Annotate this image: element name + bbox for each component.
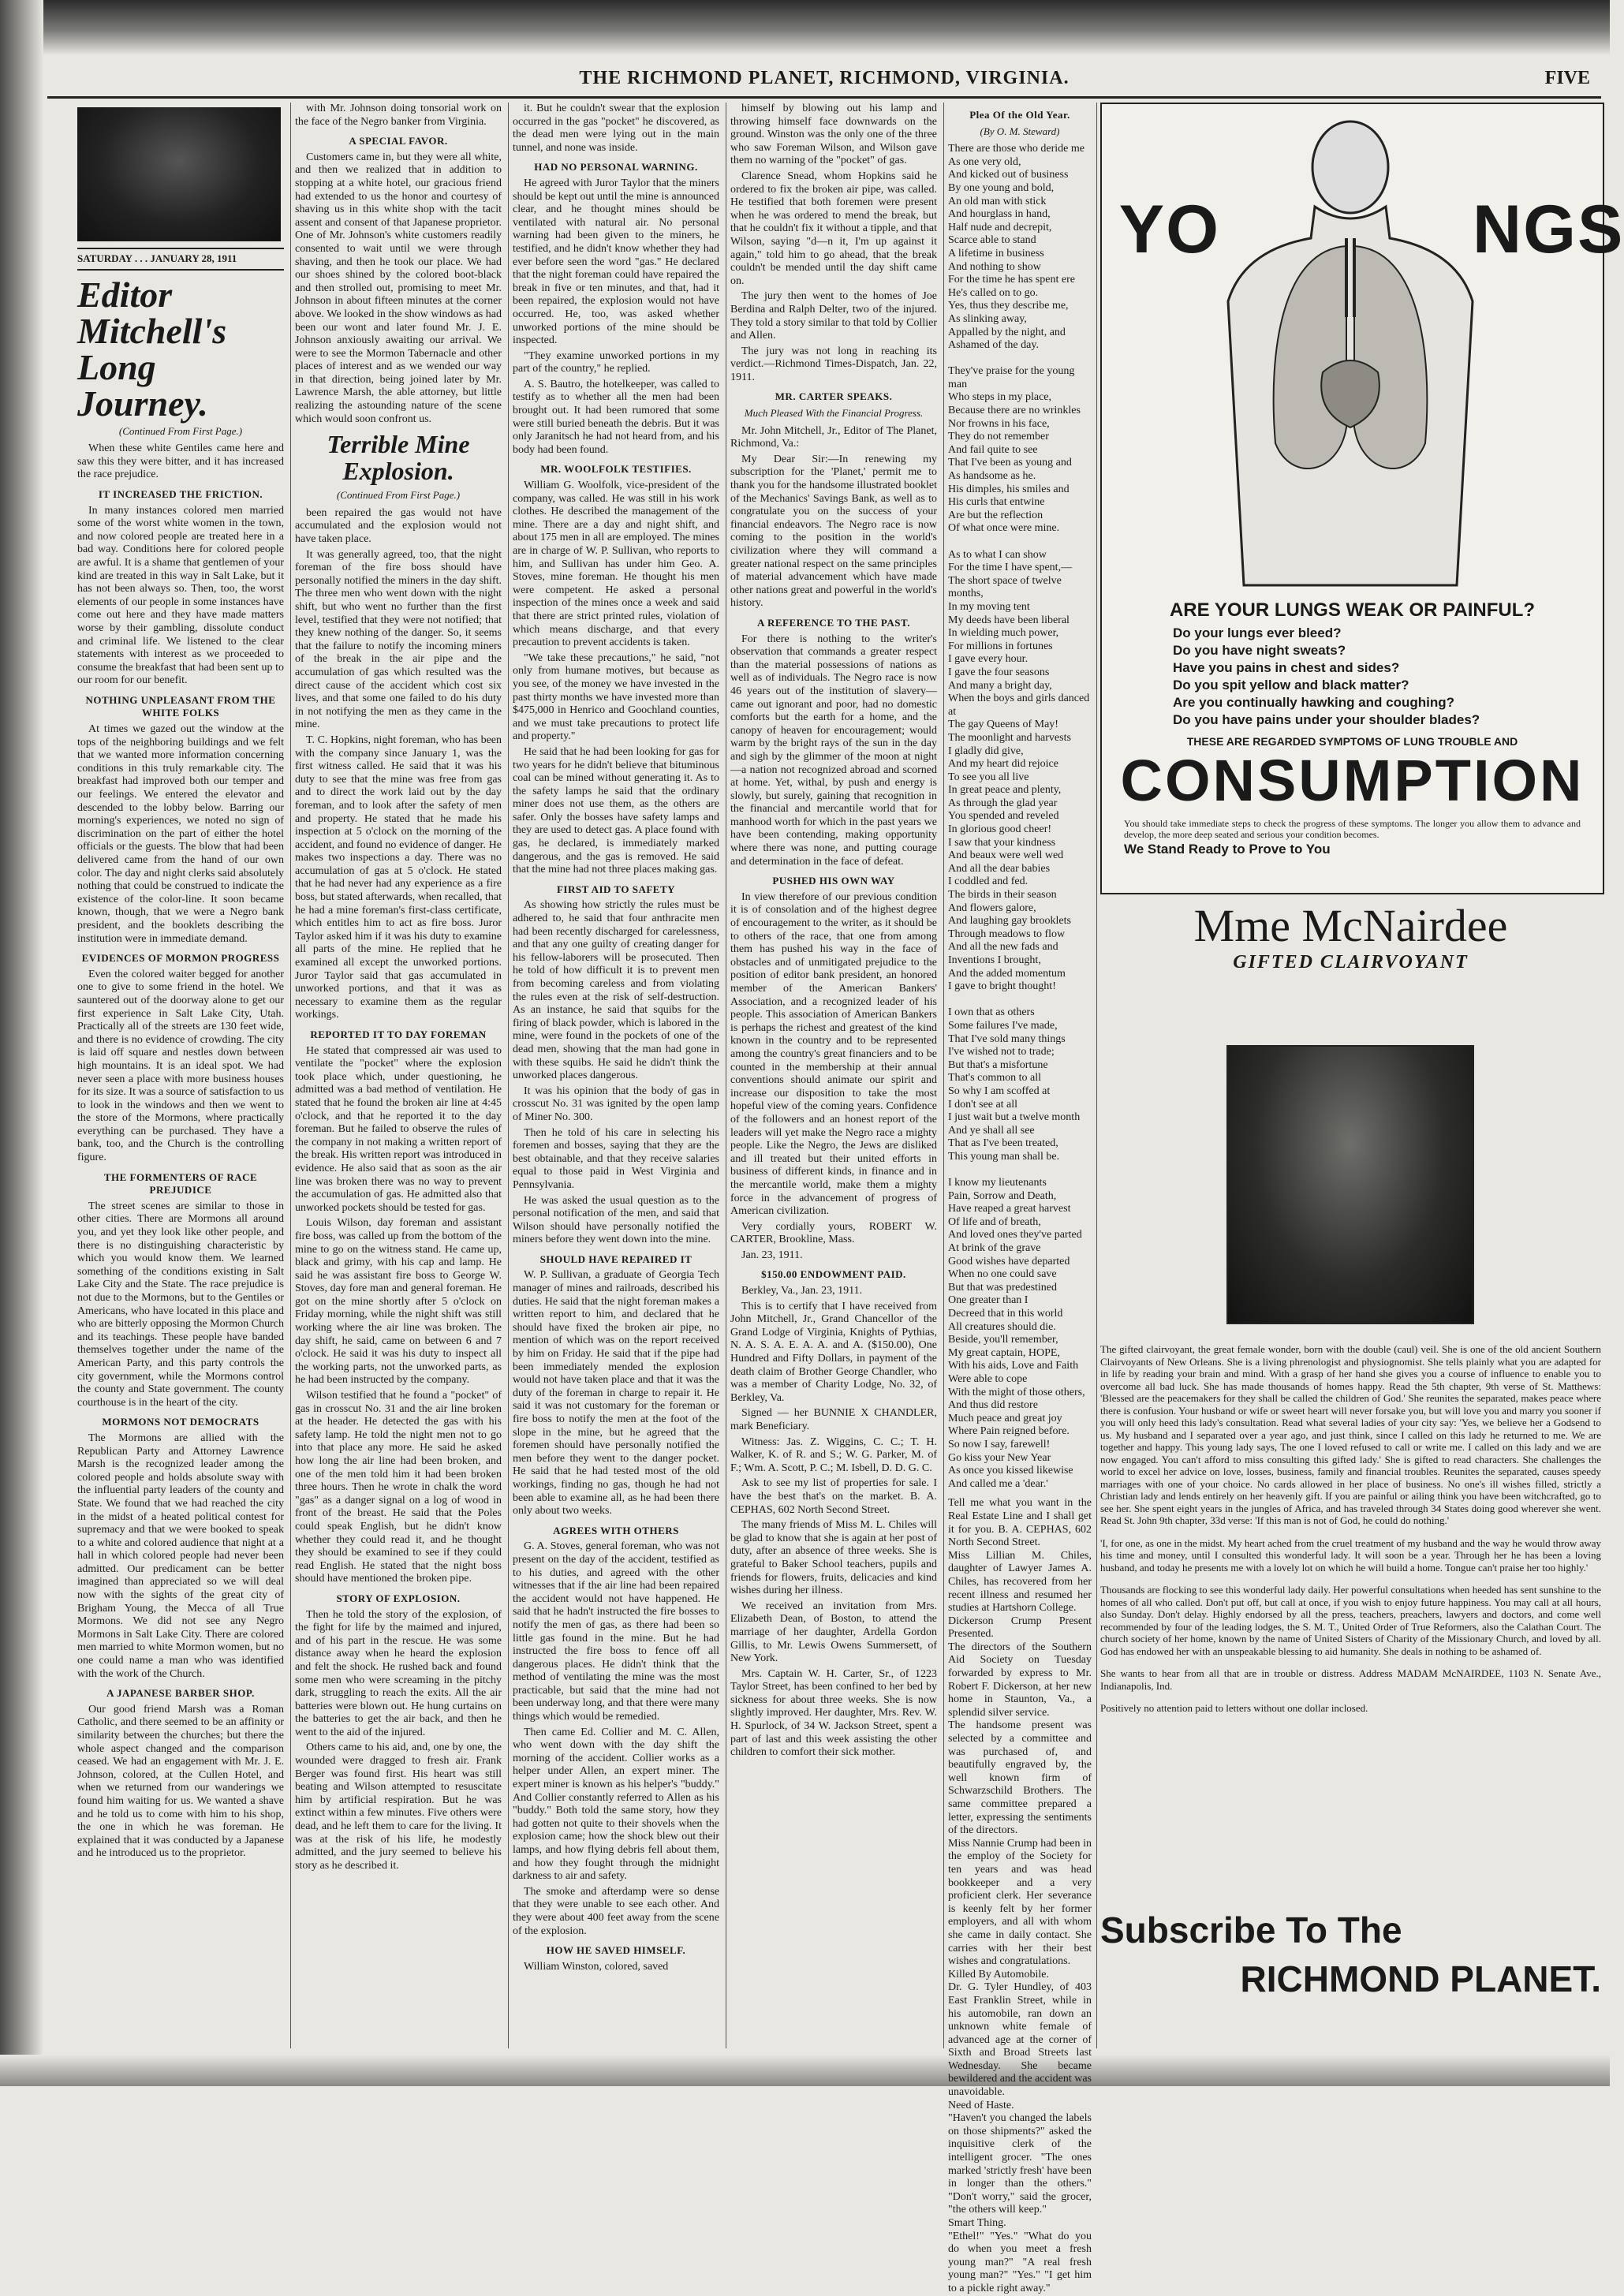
poem-line: I own that as others [948,1006,1035,1019]
poem-line: For the time he has spent ere [948,274,1075,286]
article-body [730,425,937,1263]
paragraph: He said that he had been looking for gas for two years for he didn't believe that bituminous coal can be mined without generating it. As to the safety lamps he said that the ordinary miner does not use them, as the others are safer. Only the bosses have safety lamps and they are used to detect gas. A place found with gas, he declared, is immediately marked dangerous, and the gas is removed. He said that the mine had not three places making gas. [513,745,719,876]
poem-author: (By O. M. Steward) [980,125,1060,137]
poem-line: But that was predestined [948,1281,1058,1294]
poem-line: At brink of the grave [948,1242,1041,1255]
column-rule [290,103,291,2048]
paragraph: Smart Thing. [948,2217,1006,2229]
symptom-item: Have you pains in chest and sides? [1173,660,1400,675]
poem-line: I gladly did give, [948,745,1024,757]
poem-line: The birds in their season [948,889,1057,902]
poem-line: That I've sold many things [948,1032,1066,1045]
poem-line: That as I've been treated, [948,1137,1058,1150]
poem-line: As one very old, [948,155,1021,168]
subheading: IT INCREASED THE FRICTION. [98,487,263,500]
poem-line: By one young and bold, [948,181,1055,194]
paragraph: Mrs. Captain W. H. Carter, Sr., of 1223 Taylor Street, has been confined to her bed by sickness for about three weeks. She is now slightly improved. Her daughter, Mrs. Rev. W. H. Spurlock, of 34 W. Jackson Street, spent a part of last and this week assisting the other children to comfort their sick mother. [730,1667,937,1759]
poem-line: Appalled by the night, and [948,326,1066,338]
paragraph: Witness: Jas. Z. Wiggins, C. C.; T. H. Walker, K. of R. and S.; W. G. Parker, M. of F.; Wm. A. Scott, P. C.; M. Isbell, D. D. G. C. [730,1435,937,1474]
poem-line: My great captain, HOPE, [948,1346,1060,1359]
poem-line: As once you kissed likewise [948,1465,1073,1477]
poem-line: Ashamed of the day. [948,339,1039,352]
column-rule [508,103,509,2048]
poem-line: This young man shall be. [948,1150,1060,1163]
paragraph: The jury was not long in reaching its verdict.—Richmond Times-Dispatch, Jan. 22, 1911. [730,345,937,383]
poem-line [948,353,1092,366]
poem-line: Beside, you'll remember, [948,1334,1058,1346]
poem-line: They've praise for the young man [948,365,1075,390]
lung-germine-ad [1100,103,1624,894]
paragraph: Tell me what you want in the Real Estate Line and I shall get it for you. B. A. CEPHAS, 602 North Second Street. [948,1497,1092,1549]
paragraph: Positively no attention paid to letters without one dollar inclosed. [1100,1702,1368,1714]
paragraph: Louis Wilson, day foreman and assistant fire boss, was called up from the bottom of the mine to go on the witness stand. He came up, black and grimy, with his cap and lamp. He said he was assistant fire boss to George W. Stoves, day fore man and general foreman. He got on the mine shortly after 5 o'clock on Friday morning, while the night shift was still working where the air line was broken. The day shift, he said, came on between 6 and 7 o'clock. He said it was his duty to inspect all the working parts, not the unworked parts, as he had been instructed by the company. [295,1217,502,1387]
symptoms-note: THESE ARE REGARDED SYMPTOMS OF LUNG TROUBLE AND [1186,735,1518,748]
subheading: REPORTED IT TO DAY FOREMAN [310,1029,487,1040]
poem-line: An old man with stick [948,195,1047,207]
paragraph: Miss Nannie Crump had been in the employ of the Society for ten years and was head bookkeeper and a very proficient clerk. Her severance is keenly felt by her former employers, and all with whom she came in daily contact. She carries with her their best wishes and congratulations. [948,1837,1092,1968]
poem-line: And the added momentum [948,967,1066,980]
column-2 [295,103,502,2048]
poem-line: The moonlight and harvests [948,731,1071,744]
subscribe-line-1: Subscribe To The [1100,1910,1402,1951]
mme-mcnairdee-ad [1100,899,1601,1723]
paragraph: The directors of the Southern Aid Society on Tuesday forwarded by express to Mr. Robert F. Dickerson, at her new home in Staunton, Va., a splendid silver service. [948,1641,1092,1719]
paragraph: It was generally agreed, too, that the night foreman of the fire boss should have personally notified the miners in the day shift. The three men who went down with the night shift, but who went no further than the first level, testified that they were not notified; that they knew nothing of the danger. So, it seems that the failure to notify the incoming miners of the break in the air pipe and the accumulation of gas which resulted was the direct cause of the accident which cost six lives, and that some one failed to do his duty in not notifying the men as they came in the mine. [295,548,502,731]
paragraph: Ask to see my list of properties for sale. I have the best that's on the market. B. A. CEPHAS, 602 North Second Street. [730,1477,937,1516]
poem-line: And called me a 'dear.' [948,1477,1048,1490]
poem-line: His dimples, his smiles and [948,483,1070,495]
poem-line: I gave the four seasons [948,666,1050,678]
continued-note: (Continued From First Page.) [118,424,243,437]
headline-your: YO [1118,192,1220,267]
poem-line: In glorious good cheer! [948,823,1052,836]
poem-line: Because there are no wrinkles [948,405,1081,417]
poem-line: I saw that your kindness [948,836,1056,849]
subheading: NOTHING UNPLEASANT FROM THE WHITE FOLKS [85,693,276,719]
lungs-question: ARE YOUR LUNGS WEAK OR PAINFUL? [1169,599,1536,621]
poem-line: One greater than I [948,1294,1029,1307]
paragraph: "We take these precautions," he said, "not only from humane motives, but because as you see, of the money we have invested in the past thirty months we have invested more than $475,000 in Henrico and Goochland counties, and we must take precautions to protect life and property." [513,651,719,743]
paragraph: William G. Woolfolk, vice-president of the company, was called. He was still in his work clothes. He described the management of the mine. There are a day and night shift, and about 175 men in all are employed. The mines are in charge of W. P. Sullivan, who reports to him, and Sullivan has under him Geo. A. Stoves, mine foreman. He thought his men were competent. He asked a personal inspection of the mines once a week and said that there are strict printed rules, violation of which means discharge, and that every precaution to prevent accidents is taken. [513,480,719,649]
paragraph: Clarence Snead, whom Hopkins said he ordered to fix the broken air pipe, was called. He testified that both foremen were present when he was ordered to mend the break, but that he couldn't fix it without a tipple, and that Wilson, saying "d—n it, I'm up against it again," told him to go ahead, that the break couldn't be mended until the day shift came on. [730,170,937,287]
poem-line: When the boys and girls danced at [948,693,1090,718]
subheading: A JAPANESE BARBER SHOP. [106,1687,255,1700]
poem-line: I know my lieutenants [948,1177,1047,1189]
poem-line: As through the glad year [948,797,1058,809]
subheading: MORMONS NOT DEMOCRATS [102,1416,259,1428]
poem-line: Through meadows to flow [948,928,1066,940]
lungs-intro: You should take immediate steps to check the progress of these symptoms. The longer you allow them to advance and develop, the more deep seated and serious your condition becomes. [1124,818,1581,840]
symptom-item: Do you spit yellow and black matter? [1173,678,1409,693]
paragraph: Even the colored waiter begged for another one to give to some friend in the hotel. We sauntered out of the doorway alone to get our first experience in Salt Lake City, Utah. Practically all of the streets are 130 feet wide, and there is no evidence of crowding. The city is laid off square and nestles down between high mountains. It is an ideal spot. We had never seen a place with more business houses for its size. It was a source of satisfaction to us to look in the windows and then we went to the store of the Mormons, where practically everything can be purchased. They have a bank, too, and the Church is the controlling figure. [77,968,284,1164]
poem-line: And thus did restore [948,1399,1038,1412]
masthead-title: THE RICHMOND PLANET, RICHMOND, VIRGINIA. [579,68,1070,88]
poem-line: They do not remember [948,431,1049,443]
paragraph: Customers came in, but they were all white, and then we realized that in addition to stopping at a white hotel, our gracious friend had extended to us the honor and courtesy of shaving us in this white shop with the tacit assent and consent of that Japanese proprietor. One of Mr. Johnson's white customers readily consented to wait until we were through shaving, and then he took our place. We had our shoes shined by the colored boot-black and then strolled out, promising to meet Mr. Johnson in about fifteen minutes at the corner above. We looked in the show windows as had been our wont and later found Mr. J. E. Johnson anxiously awaiting our arrival. We were to see the Mormon Tabernacle and other places of interest and as we wended our way in that direction, being joined later by Mr. Lawrence Marsh, the able attorney, but little realizing the astounding nature of the scene which would soon confront us. [295,151,502,425]
paragraph: 'I, for one, as one in the midst. My heart ached from the cruel treatment of my husband and the way he would throw away his time and money, until I consulted this wonderful lady. It will soon be a year. Through her he has been a loving husband, and today he presents me with a lovely lot on which he will build a home. Tongue can't praise her too highly.' [1100,1536,1601,1574]
poem-line: Pain, Sorrow and Death, [948,1189,1057,1202]
paragraph: been repaired the gas would not have accumulated and the explosion would not have taken place. [295,506,502,546]
paragraph: Then came Ed. Collier and M. C. Allen, who went down with the day shift the morning of the accident. Collier works as a helper under Allen, an expert miner. The expert miner is known as his helper's "buddy." And Collier constantly referred to Allen as his "buddy." Both told the same story, how they had gotten not quite to their shovels when the explosion came; how the shock blew out their lamps, and how flying debris fell about them, and how they fought through the midnight darkness to air and safety. [513,1726,719,1883]
paragraph: The smoke and afterdamp were so dense that they were unable to see each other. And they were about 400 feet away from the scene of the explosion. [513,1885,719,1937]
poem-body [948,143,1092,1491]
paragraph: In many instances colored men married some of the worst white women in the town, and now colored people are treated here in a bad way. Conditions here for colored people are awful. It is a shame that gentlemen of your kind are treated in this way in Salt Lake, but it has not been always so. Then, too, the worst elements of our people in some instances have come out here and they have made matters worse by their gambling, dissolute conduct and criminal life. We listened to the clear statements with interest as we proceeded to consume the breakfast that had been sent up to our room for our benefit. [77,504,284,687]
poem-line: For the time I have spent,— [948,562,1073,574]
paragraph: My Dear Sir:—In renewing my subscription for the 'Planet,' permit me to thank you for the handsome illustrated booklet of the Mechanics' Savings Bank, as well as to congratulate you on the success of your financial endeavors. The Negro race is now coming to the position in the world's civilization where they will command a greater national respect on the same principles of material advancement which have made other nations great and powerful in the world's history. [730,453,937,610]
paragraph: T. C. Hopkins, night foreman, who has been with the company since January 1, was the first witness called. He said that it was his duty to see that the mine was free from gas and to direct the work laid out by the day foreman, and to look after the safety of men and property. He stated that he made his inspection at 5 o'clock on the morning of the accident, and found no evidence of danger. He makes two inspections a day. There was no accumulation of gas at 5 o'clock. He stated that he had never had any experience as a fire boss, but stated afterwards, when recalled, that he had a mine foreman's first-class certificate, which entitles him to act as fire boss. Juror Taylor asked him if it was his duty to examine all parts of the mine. He replied that he examined all except the unworked portions. Juror Taylor said that gas accumulated in unworked portions, and that it was as necessary to examine them as the regular workings. [295,734,502,1021]
poem-line: I coddled and fed. [948,875,1029,888]
poem-line: Of what once were mine. [948,522,1060,535]
headline-editor-journey: Editor Mitchell's Long Journey. [77,274,227,424]
paragraph: Need of Haste. [948,2099,1014,2111]
poem-line: You spended and reveled [948,810,1059,823]
poem-line: As handsome as he. [948,470,1036,483]
article-body [513,103,719,1973]
paragraph: W. P. Sullivan, a graduate of Georgia Tech manager of mines and railroads, described his duties. He said that the night foreman makes a written report to him, and declared that he should have fixed the broken air pipe, no mention of which was on the report received by him on Friday. He said that if the pipe had been immediately mended the explosion would not have taken place and that it was the duty of the foreman in charge to repair it. He said it was not customary for the foreman or fire boss to notify the men at the foot of the slope in the mine, but he agreed that the foremen should have personally notified the men before they went to the danger pocket. He said that he had tested most of the old workings, finding no gas, though he had not been able to examine all, as he had been there only about two weeks. [513,1269,719,1518]
paragraph: "Haven't you changed the labels on those shipments?" asked the inquisitive clerk of the intelligent grocer. "The ones marked 'strictly fresh' have been in longer than the others." "Don't worry," said the grocer, "the others will keep." [948,2112,1092,2216]
paragraph: Jan. 23, 1911. [741,1249,803,1261]
paragraph: G. A. Stoves, general foreman, who was not present on the day of the accident, testified as to his duties, and agreed with the other witnesses that if the air line had been repaired the accident would not have happened. He said that he hadn't instructed the fire bosses to notify the men of gas, as there had been so little gas found in the mine. But he had instructed the fire boss to fence off all dangerous places. He didn't think that the method of ventilating the mine was the most practicable, but said that the mine had not been underway long, and that there were many things which would be remedied. [513,1540,720,1723]
consumption-headline: CONSUMPTION [1120,748,1585,813]
scan-edge-top [0,0,1610,55]
poem-line: There are those who deride me [948,143,1085,155]
paragraph: Others came to his aid, and, one by one, the wounded were dragged to fresh air. Frank Berger was found first. His heart was still beating and Wilson attempted to resuscitate him by artificial respiration. But he was extinct within a few minutes. Five others were dead, and he left them to care for the living. It was at the risk of his life, he modestly admitted, and the jury seemed to believe his story as he described it. [295,1742,502,1872]
poem-line [948,536,1092,549]
paragraph: She wants to hear from all that are in trouble or distress. Address MADAM McNAIRDEE, 1103 N. Senate Ave., Indianapolis, Ind. [1100,1667,1601,1692]
poem-line: And nothing to show [948,260,1041,273]
poem-line: In my moving tent [948,600,1030,613]
poem-line: To see you all live [948,771,1029,783]
paragraph: Signed — her BUNNIE X CHANDLER, mark Beneficiary. [730,1407,937,1432]
carter-subhead: Much Pleased With the Financial Progress. [744,407,924,420]
paragraph: with Mr. Johnson doing tonsorial work on the face of the Negro banker from Virginia. [295,103,502,128]
poem-line: All creatures should die. [948,1320,1056,1333]
poem-line: And ye shall all see [948,1124,1035,1137]
poem-line [948,994,1092,1007]
subheading: EVIDENCES OF MORMON PROGRESS [81,952,280,965]
clairvoyant-ad-body [1100,1333,1601,1725]
ad-divider [1100,893,1601,894]
poem-line: Some failures I've made, [948,1019,1058,1032]
poem-line: I don't see at all [948,1098,1018,1111]
symptom-list [1173,625,1603,729]
headline-carter-speaks: MR. CARTER SPEAKS. [775,390,893,403]
poem-line: And loved ones they've parted [948,1229,1082,1241]
paragraph: He stated that compressed air was used to ventilate the "pocket" where the explosion took place which, under questioning, he admitted was a bad method of ventilation. He stated that he found the broken air line at 4:45 o'clock, and that he reported it to the day foreman. But he failed to observe the rules of the company in not making a written report of the break. His written report was introduced in evidence. He also said that as soon as the air line was broken there was no way to prevent the accumulation of gas. He admitted also that unworked pockets should be tested for gas. [295,1044,502,1214]
poem-line: As slinking away, [948,312,1027,325]
headline-mine-explosion: Terrible Mine Explosion. [327,430,470,486]
anatomy-figure-icon [1220,112,1480,593]
paragraph: William Winston, colored, saved [524,1960,669,1973]
paragraph: "Ethel!" "Yes." "What do you do when you meet a fresh young man?" "A real fresh young man?" "Yes." "I get him to a pickle right away." [948,2230,1092,2294]
headline-lungs: NGS [1473,192,1624,267]
subheading: FIRST AID TO SAFETY [556,883,676,895]
poem-line: Much peace and great joy [948,1412,1062,1424]
editor-portrait-image [77,107,281,241]
clairvoyant-name: Mme McNairdee [1193,900,1508,951]
column-1 [77,103,284,2048]
poem-line: My deeds have been liberal [948,614,1070,626]
poem-line: That I've been as young and [948,457,1072,469]
poem-line: The short space of twelve months, [948,574,1062,600]
paragraph: Dr. G. Tyler Hundley, of 403 East Franklin Street, while in his automobile, ran down an unknown white female of advanced age at the corner of Sixth and Broad Streets last Wednesday. She became bewildered and the accident was unavoidable. [948,1981,1092,2099]
paragraph: For there is nothing to the writer's observation that commands a greater respect than the material possessions of nations as well as of individuals. The Negro race is now 46 years out of the institution of slavery—came out ignorant and poor, had no domestic comforts but the earth for a home, and the canopy of heaven for encouragement; would warm by the bright rays of the sun in the day and sigh by the glimmer of the moon at night—a nation not recognized abroad and scorned at home. Yet, withal, by push and energy is slowly, but surely, gaining that recognition in the financial and mercantile world that for manhood worth for which in the past years we have been contending, making opportunity where there was none, and putting courage and determination in the face of defeat. [730,633,937,868]
paragraph: The jury then went to the homes of Joe Berdina and Ralph Delter, two of the injured. They told a story similar to that told by Collier and Allen. [730,290,937,342]
poem-line: And fail quite to see [948,443,1038,456]
subheading: STORY OF EXPLOSION. [336,1592,461,1604]
poem-line: And all the dear babies [948,862,1051,875]
poem-line: And laughing gay brooklets [948,915,1071,928]
masthead-rule [47,96,1601,99]
clairvoyant-subtitle: GIFTED CLAIRVOYANT [1233,952,1469,973]
poem-line [948,1164,1092,1178]
poem-line: Good wishes have departed [948,1255,1070,1267]
poem-line: I gave every hour. [948,653,1029,666]
symptom-item: Do you have night sweats? [1173,643,1346,658]
subheading: AGREES WITH OTHERS [553,1524,679,1536]
poem-line: A lifetime in business [948,247,1044,259]
poem-line: And flowers galore, [948,902,1036,914]
poem-line: And hourglass in hand, [948,208,1051,221]
paragraph: Wilson testified that he found a "pocket" of gas in crosscut No. 31 and the air line broken at the header. He detected the gas with his safety lamp. He told the night men not to go into that place any more. He said he asked how long the air line had been broken, and one of the men told him it had been broken three hours. Then he wrote in chalk the word "gas" as a danger signal on a log of wood in front of the breast. He said that the Poles could speak English, but he didn't know whether they could read it, and he thought they should be examined to see if they could read English. He stated that the night boss should have mentioned the broken pipe. [295,1390,502,1585]
clairvoyant-portrait-image [1226,1045,1474,1324]
poem-line: The gay Queens of May! [948,719,1058,731]
poem-line: And kicked out of business [948,169,1069,181]
poem-line: So now I say, farewell! [948,1438,1051,1450]
paragraph: This is to certify that I have received from John Mitchell, Jr., Grand Chancellor of the Grand Lodge of Virginia, Knights of Pythias, N. A. S. A. E. A. A. and A. ($150.00), One Hundred and Fifty Dollars, in payment of the death claim of Brother George Chandler, who was a member of Charity Lodge, No. 32, of Berkley, Va. [730,1300,937,1404]
poem-line: And my heart did rejoice [948,758,1058,771]
poem-line: I've wished not to trade; [948,1046,1055,1058]
subheading: PUSHED HIS OWN WAY [772,875,895,887]
poem-line: With the might of those others, [948,1386,1085,1398]
paragraph: He agreed with Juror Taylor that the miners should be kept out until the mine is announced clear, and he thought mines should be ventilated with natural air. No personal warning had been given to the miners, he testified, and he didn't know whether they had ever before seen the word "gas." He declared that the night foreman could have repaired the break in five or ten minutes, and that, had it been repaired, the explosion would not have occurred. He, too, was asked whether unworked portions of the mine should be inspected. [513,177,719,347]
paragraph: The gifted clairvoyant, the great female wonder, born with the double (caul) veil. She is one of the old ancient Southern Clairvoyants of New Orleans. She is a living phrenologist and physiognomist. She tells plainly what you are adapted for in life by reading your brain and mind. With a grasp of her hand she gives you a course of influence to enable you to overcome all bad luck. She has made thousands of homes happy. Read the 5th chapter, 9th verse of St. Matthews: 'Blessed are the peacemakers for they shall be called the children of God.' She reunites the separated, makes peace where there is confusion. Your husband or wife or sweet heart will never forsake you, but will love you and marry you sooner if you will only heed this lady's consultation. Read what several ladies of your city say: 'Yes, we believe her a Godsend to us. My husband and I separated over a year ago, and just think, since I called on this lady he returned to me. We are together and happy. This young lady says, The one I loved refused to call or write me. I called on this lady and we are now engaged. You can't afford to miss consulting this gifted lady.' She is gifted to read characters. She challenges the world to excel her advice on love, losses, business, family and financial troubles. Reunites the separated, causes speedy marriages with one of your choice. No cards allowed in her place of business. No one's ill wishes filled, strictly a Christian lady and lends entirely on her heavenly gift. If you are painful or ailing think you have been witchcrafted, go to see her. She spent eight years in the jungles of Africa, and has traveled through 34 States doing good wherever she went. Read St. John 9th chapter, 33d verse: 'If this man is not of God, he could do nothing.' [1100,1343,1601,1526]
paragraph: Mr. John Mitchell, Jr., Editor of The Planet, Richmond, Va.: [730,424,937,450]
poem-line: Were able to cope [948,1373,1028,1385]
column-4 [730,103,937,2048]
paragraph: Very cordially yours, ROBERT W. CARTER, Brookline, Mass. [730,1220,937,1246]
poem-line: Scarce able to stand [948,234,1036,247]
continued-note: (Continued From First Page.) [336,489,461,502]
column-rule [943,103,944,2048]
issue-dateline: SATURDAY . . . JANUARY 28, 1911 [77,248,284,271]
symptom-item: Do your lungs ever bleed? [1173,625,1342,640]
paragraph: Dickerson Crump Present Presented. [948,1615,1092,1641]
subheading: HOW HE SAVED HIMSELF. [546,1944,686,1957]
subheading: A REFERENCE TO THE PAST. [757,616,910,629]
article-body [730,1285,937,1760]
paragraph: We received an invitation from Mrs. Elizabeth Dean, of Boston, to attend the marriage of her daughter, Ardella Gordon Gillis, to Mr. Lewis Owens Summersett, of New York. [730,1600,937,1665]
poem-line: Of life and of breath, [948,1215,1041,1228]
poem-line: When no one could save [948,1268,1057,1281]
poem-line: In wielding much power, [948,627,1059,640]
poem-title: Plea Of the Old Year. [969,109,1070,121]
poem-line: So why I am scoffed at [948,1085,1051,1097]
paragraph: himself by blowing out his lamp and throwing himself face downwards on the ground. Winston was the only one of the three who saw Foreman Wilson, and Wilson gave them no warning of the "pocket" of gas. [730,103,937,167]
article-body [948,1497,1092,2295]
poem-line: His curls that entwine [948,496,1045,509]
page-number: FIVE [1544,68,1590,88]
poem-line: Inventions I brought, [948,954,1041,966]
poem-line: Decreed that in this world [948,1308,1063,1320]
subscribe-line-2: RICHMOND PLANET. [1240,1958,1601,1999]
poem-line: Are but the reflection [948,509,1043,521]
paragraph: A. S. Bautro, the hotelkeeper, was called to testify as to whether all the men had been brought out. It had been rumored that some were still buried beneath the debris. But it was only Jaranitsch he had not heard from, and his body had been found. [513,378,719,456]
article-body [77,442,284,1861]
paragraph: The many friends of Miss M. L. Chiles will be glad to know that she is again at her post of duty, after an absence of three weeks. She is grateful to Baker School teachers, pupils and friends for flowers, fruits, delicacies and kind wishes during her illness. [730,1519,937,1597]
article-body [295,507,502,1873]
poem-line: Who steps in my place, [948,391,1052,404]
paragraph: The street scenes are similar to those in other cities. There are Mormons all around you, and yet they look like other people, and there is no distinguishing characteristic by which you would know them. We learned something of the conditions existing in Salt Lake City and the State. The race prejudice is not due to the Mormons, but to the Gentiles or Americans, who have located in this place and who are bitterly opposing the Mormon Church and its teachings. These people have banded themselves together under the name of the American Party, and this party controls the city government, while the Mormons control the county and State government. The county courthouse is in the heart of the city. [77,1200,284,1409]
subheading: MR. WOOLFOLK TESTIFIES. [540,463,692,476]
headline-endowment: $150.00 ENDOWMENT PAID. [761,1268,906,1281]
poem-line: Go kiss your New Year [948,1451,1051,1464]
subheading: HAD NO PERSONAL WARNING. [534,161,698,174]
article-body [295,103,502,426]
paragraph: it. But he couldn't swear that the explosion occurred in the gas "pocket" he discovered, as the dead men were lying out in the main tunnel, and none was inside. [513,103,719,154]
poem-line: I gave to bright thought! [948,980,1056,993]
poem-line: And many a bright day, [948,679,1052,692]
paragraph: At times we gazed out the window at the tops of the neighboring buildings and we felt that we wanted more information concerning conditions in this truly remarkable city. The breakfast had improved both our temper and our feelings. We entered the elevator and descended to the lobby below. Barring our morning's experiences, we noted no sign of discrimination on the part of either the hotel officials or the guests. The blow that had been delivered came from the hand of our own color. The day and night clerks said absolutely nothing that could be construed to indicate the existence of the color-line. It soon became known, though, that we were a Negro bank president, and the booklets describing the institution were in immediate demand. [77,723,284,945]
paragraph: He was asked the usual question as to the personal notification of the men, and said that Wilson should have personally notified the miners before they went down into the mine. [513,1194,719,1246]
paragraph: Then he told of his care in selecting his foremen and bosses, saying that they are the best obtainable, and that they receive salaries equal to those paid in West Virginia and Pennsylvania. [513,1126,719,1191]
subheading: SHOULD HAVE REPAIRED IT [539,1253,693,1265]
paragraph: Our good friend Marsh was a Roman Catholic, and there seemed to be an affinity or similarity between the churches; but there the whole aspect changed and the comparison ceased. We had an engagement with Mr. J. E. Johnson, colored, at the Cullen Hotel, and when we returned from our wanderings we found him waiting for us. We wanted a shave and he told us to come with him to his shop, the one in which he was foreman. He explained that it was conducted by a Japanese and he introduced us to the proprietor. [77,1703,284,1860]
poem-line: I just wait but a twelve month [948,1111,1081,1124]
article-body [730,103,937,384]
subscribe-banner [1100,1909,1601,2051]
column-3 [513,103,719,2048]
symptom-item: Do you have pains under your shoulder blades? [1173,712,1480,727]
subheading: THE FORMENTERS OF RACE PREJUDICE [103,1170,258,1197]
poem-line: He's called on to go. [948,286,1039,299]
paragraph: Killed By Automobile. [948,1968,1049,1981]
poem-line: Yes, thus they describe me, [948,300,1069,312]
poem-line: And all the new fads and [948,941,1058,954]
poem-line: Nor frowns in his face, [948,417,1050,430]
poem-line: For millions in fortunes [948,640,1053,652]
poem-line: As to what I can show [948,548,1047,561]
stand-ready-line: We Stand Ready to Prove to You [1124,842,1331,857]
symptom-item: Are you continually hawking and coughing? [1173,695,1455,710]
scan-edge-bottom [0,2055,1610,2086]
paragraph: Berkley, Va., Jan. 23, 1911. [741,1285,863,1297]
poem-line: Have reaped a great harvest [948,1203,1071,1215]
paragraph: The handsome present was selected by a committee and was purchased of, and beautifully engraved by, the well known firm of Schwarzschild Brothers. The same committee prepared a letter, expressing the sentiments of the directors. [948,1719,1092,1837]
poem-line: Where Pain reigned before. [948,1425,1070,1438]
poem-line: Half nude and decrepit, [948,221,1052,233]
paragraph: It was his opinion that the body of gas in crosscut No. 31 was ignited by the open lamp of Miner No. 300. [513,1085,719,1123]
paragraph: Then he told the story of the explosion, of the fight for life by the maimed and injured, and of his part in the rescue. He was some distance away when he heard the explosion and felt the shock. He rushed back and found some men who were screaming in the pitchy dark, struggling to reach the exits. All the air batteries were blown out. He hung curtains on the batteries to get the air back, and then he went to the aid of the injured. [295,1608,502,1738]
column-rule [1096,103,1097,2048]
poem-line: In great peace and plenty, [948,784,1062,797]
masthead [47,68,1601,93]
paragraph: In view therefore of our previous condition it is of consolation and of the highest degree of encouragement to the writer, as it should be to others of the race, that one from among them has pushed his way in the face of obstacles and of unmitigated prejudice to the position of editor bank president, an honored member of the American Bankers' Association, and a recognized leader of his people. This association of American Bankers is perhaps the richest and greatest of the kind known in the country and to be represented among the country's great financiers and to be counted in the membership at their annual conventions should animate our spirit and increase our disposition to take the most hopeful view of the coming years. Confidence of the followers and an honest report of the leaders will yet make the Negro race a mighty people. Like the Negro, the Jews are disliked and ill treated but their united efforts in business of different kinds, in finance and in the mercantile world, make them a mighty force in the advancement of progress of American civilization. [730,890,937,1218]
paragraph: Thousands are flocking to see this wonderful lady daily. Her powerful consultations when heeded has sent sunshine to the homes of all who called. Don't put off, but call at once, if you wish to enjoy future happiness. You may call at all hours, also Sunday. Don't delay. Highly endorsed by all the press, teachers, preachers, lawyers and doctors, and come well recommended by four of the leading lodges, the S. M. T., United Order of True Reformers, also the Calathan Court. The church society of her home, known by the name of United Sisters of Charity of the Missionary Church, and loved by all. God has endowed her with an unspeakable blessing to aid humanity. She deals in nothing to be ashamed of. [1100,1584,1601,1657]
column-5 [948,103,1092,2294]
subheading: A SPECIAL FAVOR. [349,135,448,147]
scan-edge-left [0,0,43,2086]
paragraph: Miss Lillian M. Chiles, daughter of Lawyer James A. Chiles, has recovered from her recent illness and resumed her studies at Hartshorn College. [948,1549,1092,1615]
poem-line: That's common to all [948,1072,1042,1085]
paragraph: When these white Gentiles came here and saw this they were bitter, and it has increased the race prejudice. [77,442,284,481]
paragraph: The Mormons are allied with the Republican Party and Attorney Lawrence Marsh is the recognized leader among the colored people and holds absolute sway with the influential party leaders of the county and State. We found that we had reached the city in the midst of a heated political contest for supremacy and that we were booked to speak to a white and colored audience that night at a hall in which colored people had never been admitted. Our predicament can be better imagined than appreciated so we will deal now with the sights of the great city of Brigham Young, the Mecca of all True Mormons. We did not see any Negro Mormons in Salt Lake City. There are colored men married to white Mormon women, but no one could name a man who was identified with the work of the Church. [77,1432,284,1680]
paragraph: "They examine unworked portions in my part of the country," he replied. [513,349,719,375]
poem-line: With his aids, Love and Faith [948,1360,1079,1372]
poem-line: And beaux were well wed [948,849,1064,862]
poem-line: But that's a misfortune [948,1058,1048,1071]
paragraph: As showing how strictly the rules must be adhered to, he said that four anthracite men had been recently discharged for carelessness, and that any one guilty of creating danger for his fellow-laborers will be prosecuted. Then he told of how difficult it is to prevent men from becoming careless and from violating the rules even at the risk of self-destruction. As an instance, he said that squibs for the firing of black powder, which is labored in the mine, were found in the pockets of one of the dead men, showing that the man had gone in with these squibs. He said he didn't think the unworked places dangerous. [513,899,719,1082]
